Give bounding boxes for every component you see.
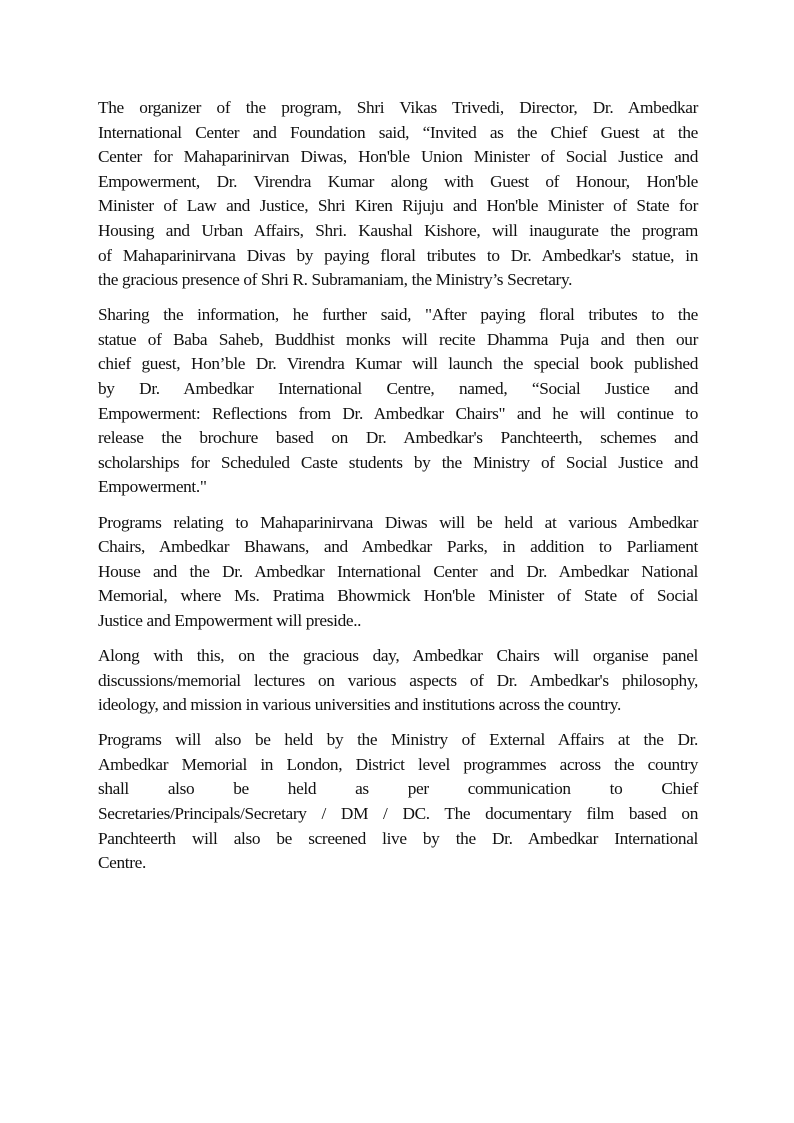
- text-line: shall also be held as per communication to Chief: [98, 779, 698, 799]
- text-line: Memorial, where Ms. Pratima Bhowmick Hon'ble Minister of State of Social: [98, 586, 698, 606]
- text-line: Empowerment.": [98, 477, 207, 497]
- text-line: Chairs, Ambedkar Bhawans, and Ambedkar Parks, in addition to Parliament: [98, 537, 698, 557]
- text-line: Empowerment: Reflections from Dr. Ambedkar Chairs" and he will continue to: [98, 403, 698, 423]
- text-line: statue of Baba Saheb, Buddhist monks will recite Dhamma Puja and then our: [98, 329, 698, 349]
- paragraph-panel-discussions: [98, 644, 698, 718]
- text-line: scholarships for Scheduled Caste students by the Ministry of Social Justice and: [98, 452, 698, 472]
- text-line: ideology, and mission in various universities and institutions across the country.: [98, 695, 621, 715]
- text-line: Panchteerth will also be screened live by the Dr. Ambedkar International: [98, 828, 698, 848]
- text-line: Ambedkar Memorial in London, District level programmes across the country: [98, 754, 698, 774]
- paragraph-program-organizer: [98, 96, 698, 293]
- paragraph-program-locations: [98, 511, 698, 634]
- paragraph-external-affairs: [98, 728, 698, 876]
- text-line: House and the Dr. Ambedkar International Center and Dr. Ambedkar National: [98, 561, 698, 581]
- text-line: Secretaries/Principals/Secretary / DM / DC. The documentary film based on: [98, 804, 698, 824]
- text-line: chief guest, Hon’ble Dr. Virendra Kumar will launch the special book published: [98, 354, 698, 374]
- text-line: Center for Mahaparinirvan Diwas, Hon'ble Union Minister of Social Justice and: [98, 147, 698, 167]
- text-line: International Center and Foundation said, “Invited as the Chief Guest at the: [98, 122, 698, 142]
- text-line: by Dr. Ambedkar International Centre, named, “Social Justice and: [98, 379, 698, 399]
- text-line: Centre.: [98, 853, 146, 873]
- text-line: of Mahaparinirvana Divas by paying floral tributes to Dr. Ambedkar's statue, in: [98, 245, 698, 265]
- text-line: Programs relating to Mahaparinirvana Diwas will be held at various Ambedkar: [98, 512, 698, 532]
- text-line: Sharing the information, he further said, "After paying floral tributes to the: [98, 305, 698, 325]
- text-line: Minister of Law and Justice, Shri Kiren Rijuju and Hon'ble Minister of State for: [98, 196, 698, 216]
- text-line: The organizer of the program, Shri Vikas Trivedi, Director, Dr. Ambedkar: [98, 98, 698, 117]
- text-line: the gracious presence of Shri R. Subramaniam, the Ministry’s Secretary.: [98, 270, 573, 290]
- text-line: release the brochure based on Dr. Ambedkar's Panchteerth, schemes and: [98, 428, 698, 448]
- text-line: discussions/memorial lectures on various aspects of Dr. Ambedkar's philosophy,: [98, 670, 698, 690]
- document-page: [98, 96, 698, 886]
- paragraph-sharing-information: [98, 303, 698, 500]
- text-line: Justice and Empowerment will preside..: [98, 610, 362, 630]
- text-line: Programs will also be held by the Ministry of External Affairs at the Dr.: [98, 730, 698, 750]
- text-line: Along with this, on the gracious day, Ambedkar Chairs will organise panel: [98, 645, 698, 665]
- text-line: Housing and Urban Affairs, Shri. Kaushal Kishore, will inaugurate the program: [98, 220, 698, 240]
- text-line: Empowerment, Dr. Virendra Kumar along with Guest of Honour, Hon'ble: [98, 171, 698, 191]
